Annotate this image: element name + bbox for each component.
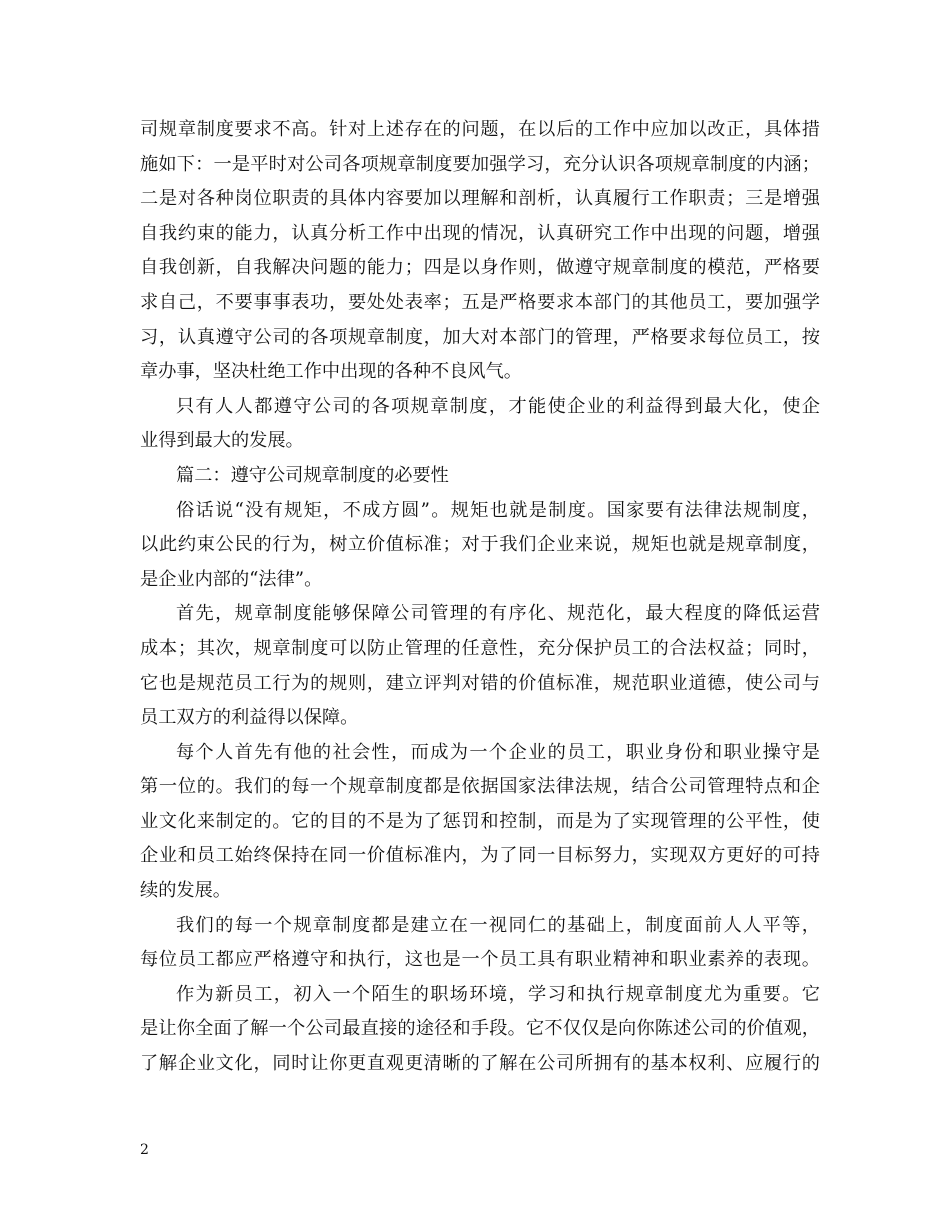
body-text: [140, 113, 820, 1082]
text-line: 作为新员工，初入一个陌生的职场环境，学习和执行规章制度尤为重要。它: [176, 983, 820, 1005]
text-line: 司规章制度要求不高。针对上述存在的问题，在以后的工作中应加以改正，具体措: [140, 119, 820, 140]
text-line: 我们的每一个规章制度都是建立在一视同仁的基础上，制度面前人人平等，: [176, 914, 820, 936]
text-line: 每位员工都应严格遵守和执行，这也是一个员工具有职业精神和职业素养的表现。: [140, 949, 820, 971]
text-line: 篇二：遵守公司规章制度的必要性: [176, 464, 449, 486]
text-line: 二是对各种岗位职责的具体内容要加以理解和剖析，认真履行工作职责；三是增强: [140, 188, 820, 210]
page-number: 2: [140, 1142, 149, 1158]
text-line: 业得到最大的发展。: [140, 430, 304, 452]
text-line: 成本；其次，规章制度可以防止管理的任意性，充分保护员工的合法权益；同时，: [140, 637, 820, 659]
text-line: 施如下：一是平时对公司各项规章制度要加强学习，充分认识各项规章制度的内涵；: [140, 153, 820, 175]
text-line: 业文化来制定的。它的目的不是为了惩罚和控制，而是为了实现管理的公平性，使: [140, 810, 820, 832]
text-line: 首先，规章制度能够保障公司管理的有序化、规范化，最大程度的降低运营: [176, 603, 820, 625]
text-line: 以此约束公民的行为，树立价值标准；对于我们企业来说，规矩也就是规章制度，: [140, 534, 820, 556]
text-line: 习，认真遵守公司的各项规章制度，加大对本部门的管理，严格要求每位员工，按: [140, 326, 820, 348]
text-line: 每个人首先有他的社会性，而成为一个企业的员工，职业身份和职业操守是: [176, 741, 820, 763]
text-line: 求自己，不要事事表功，要处处表率；五是严格要求本部门的其他员工，要加强学: [140, 291, 820, 313]
text-line: 企业和员工始终保持在同一价值标准内，为了同一目标努力，实现双方更好的可持: [140, 845, 820, 867]
text-line: 自我约束的能力，认真分析工作中出现的情况，认真研究工作中出现的问题，增强: [140, 222, 820, 244]
text-line: 章办事，坚决杜绝工作中出现的各种不良风气。: [140, 361, 522, 383]
text-line: 第一位的。我们的每一个规章制度都是依据国家法律法规，结合公司管理特点和企: [140, 776, 820, 798]
text-line: 只有人人都遵守公司的各项规章制度，才能使企业的利益得到最大化，使企: [176, 395, 820, 417]
text-line: 自我创新，自我解决问题的能力；四是以身作则，做遵守规章制度的模范，严格要: [140, 257, 820, 279]
text-line: 了解企业文化，同时让你更直观更清晰的了解在公司所拥有的基本权利、应履行的: [140, 1053, 820, 1075]
text-line: 俗话说“没有规矩，不成方圆”。规矩也就是制度。国家要有法律法规制度，: [176, 499, 820, 521]
text-line: 续的发展。: [140, 880, 231, 902]
text-line: 是让你全面了解一个公司最直接的途径和手段。它不仅仅是向你陈述公司的价值观，: [140, 1018, 820, 1040]
text-line: 员工双方的利益得以保障。: [140, 707, 359, 729]
text-line: 它也是规范员工行为的规则，建立评判对错的价值标准，规范职业道德，使公司与: [140, 672, 820, 694]
text-line: 是企业内部的“法律”。: [140, 568, 323, 590]
